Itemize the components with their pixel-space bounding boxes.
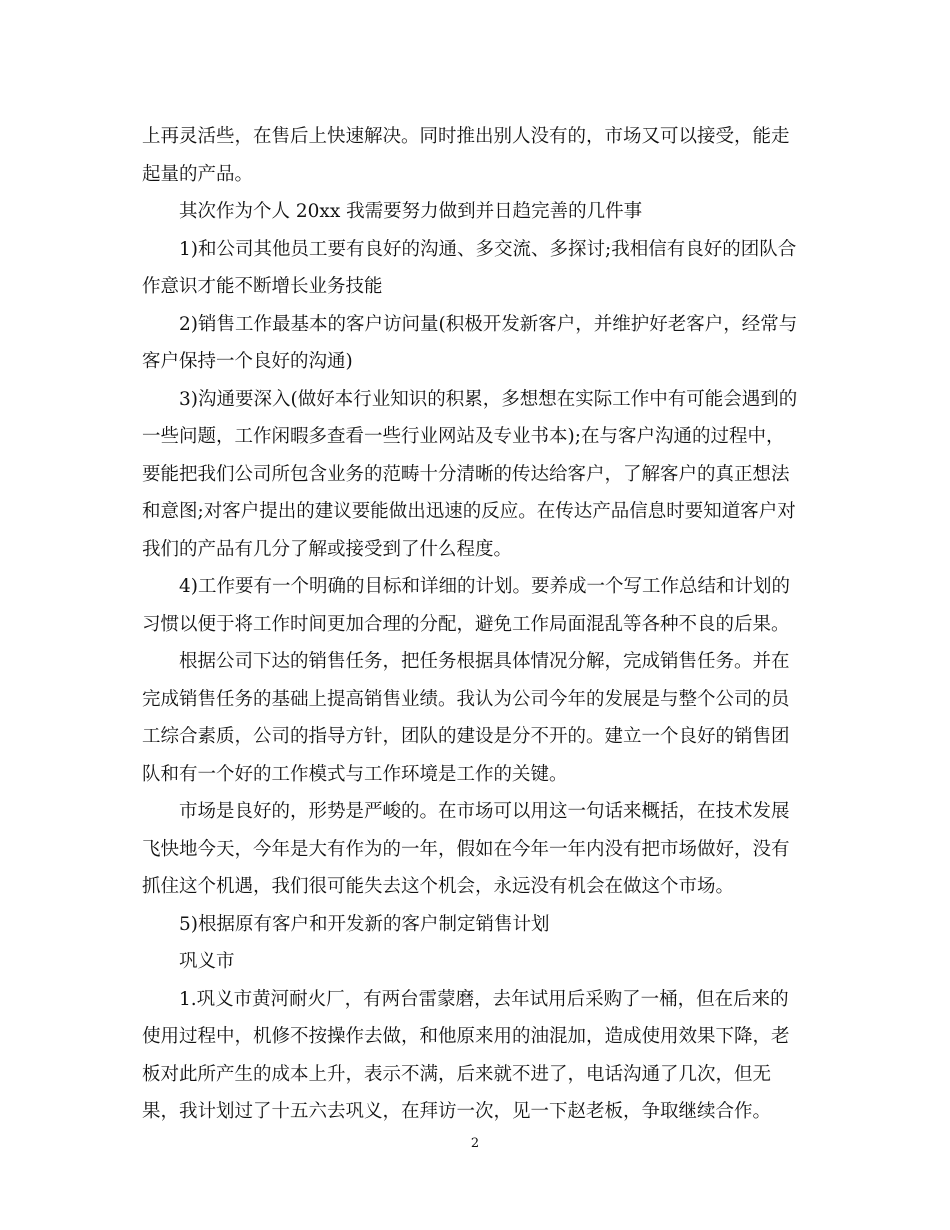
text-line: 工综合素质，公司的指导方针，团队的建设是分不开的。建立一个良好的销售团 — [142, 726, 790, 747]
text-line: 客户保持一个良好的沟通) — [142, 351, 353, 372]
text-line: 习惯以便于将工作时间更加合理的分配，避免工作局面混乱等各种不良的后果。 — [142, 613, 790, 635]
text-line: 一些问题，工作闲暇多查看一些行业网站及专业书本);在与客户沟通的过程中， — [142, 426, 785, 447]
text-line: 板对此所产生的成本上升，表示不满，后来就不进了，电话沟通了几次，但无 — [142, 1063, 772, 1085]
text-line: 飞快地今天，今年是大有作为的一年，假如在今年一年内没有把市场做好，没有 — [142, 838, 790, 860]
text-line: 4)工作要有一个明确的目标和详细的计划。要养成一个写工作总结和计划的 — [179, 576, 790, 597]
text-line: 我们的产品有几分了解或接受到了什么程度。 — [142, 538, 513, 560]
text-line: 完成销售任务的基础上提高销售业绩。我认为公司今年的发展是与整个公司的员 — [142, 688, 790, 710]
text-line: 和意图;对客户提出的建议要能做出迅速的反应。在传达产品信息时要知道客户对 — [142, 501, 796, 522]
text-line: 3)沟通要深入(做好本行业知识的积累，多想想在实际工作中有可能会遇到的 — [179, 388, 798, 410]
text-line: 其次作为个人 20xx 我需要努力做到并日趋完善的几件事 — [179, 201, 643, 222]
text-line: 抓住这个机遇，我们很可能失去这个机会，永远没有机会在做这个市场。 — [142, 876, 735, 897]
text-line: 使用过程中，机修不按操作去做，和他原来用的油混加，造成使用效果下降，老 — [142, 1026, 790, 1047]
text-line: 1.巩义市黄河耐火厂，有两台雷蒙磨，去年试用后采购了一桶，但在后来的 — [179, 988, 789, 1010]
text-line: 根据公司下达的销售任务，把任务根据具体情况分解，完成销售任务。并在 — [179, 651, 790, 672]
text-line: 2)销售工作最基本的客户访问量(积极开发新客户，并维护好老客户，经常与 — [179, 313, 798, 335]
text-line: 队和有一个好的工作模式与工作环境是工作的关键。 — [142, 763, 568, 785]
text-line: 果，我计划过了十五六去巩义，在拜访一次，见一下赵老板，争取继续合作。 — [142, 1101, 772, 1122]
text-line: 1)和公司其他员工要有良好的沟通、多交流、多探讨;我相信有良好的团队合 — [179, 238, 797, 260]
text-line: 5)根据原有客户和开发新的客户制定销售计划 — [179, 913, 550, 935]
text-line: 起量的产品。 — [142, 163, 254, 185]
text-line: 巩义市 — [179, 951, 235, 972]
text-line: 市场是良好的，形势是严峻的。在市场可以用这一句话来概括，在技术发展 — [179, 801, 790, 822]
text-line: 作意识才能不断增长业务技能 — [142, 276, 383, 297]
text-line: 要能把我们公司所包含业务的范畴十分清晰的传达给客户，了解客户的真正想法 — [142, 463, 790, 485]
page-number: 2 — [470, 1136, 480, 1151]
text-line: 上再灵活些，在售后上快速解决。同时推出别人没有的，市场又可以接受，能走 — [142, 126, 790, 147]
body-text — [142, 118, 810, 1131]
